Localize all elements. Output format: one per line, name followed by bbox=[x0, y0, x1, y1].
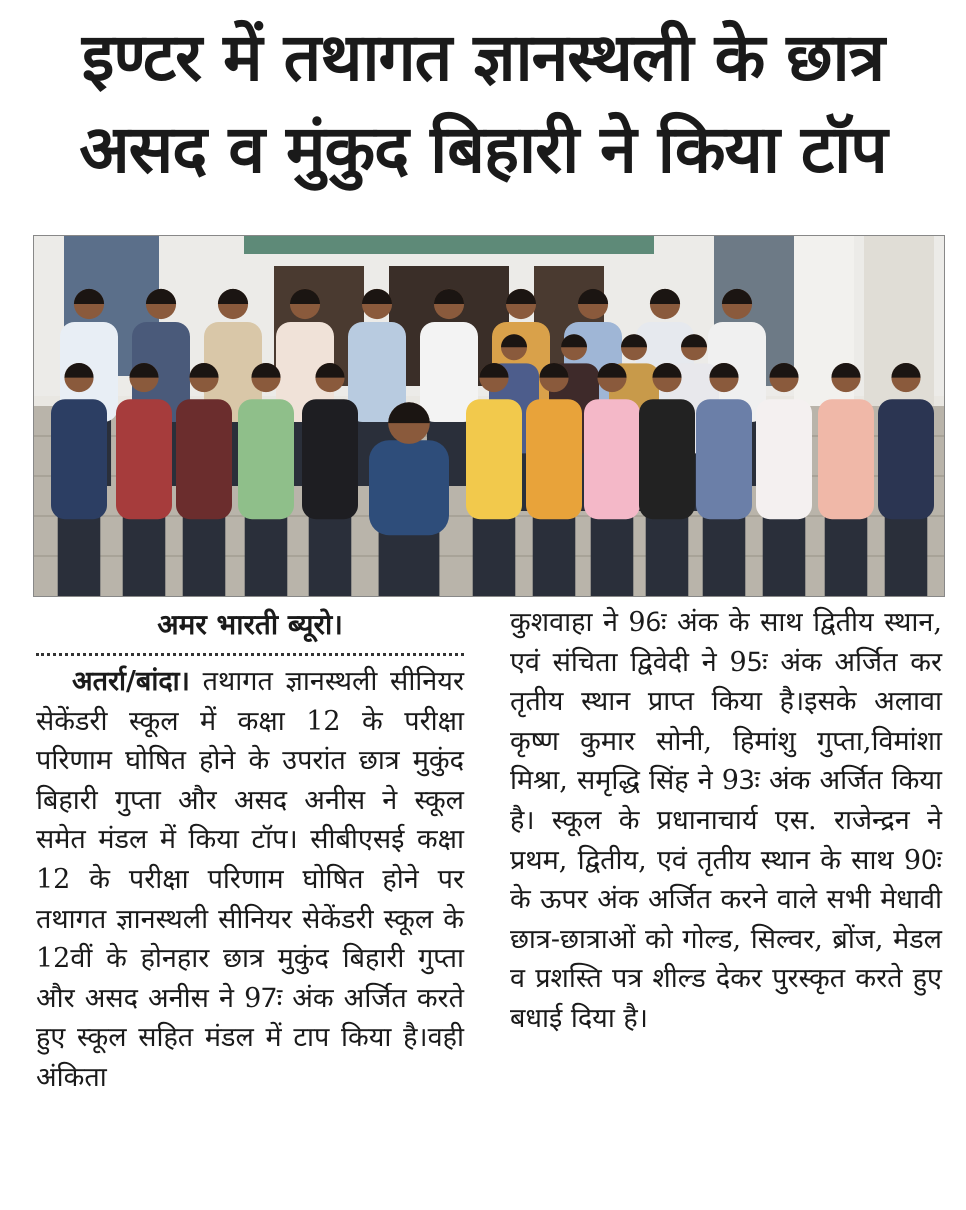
article-byline: अमर भारती ब्यूरो। bbox=[36, 603, 464, 656]
group-photo-illustration bbox=[34, 236, 944, 596]
headline-line-2: असद व मुंकुद बिहारी ने किया टॉप bbox=[79, 111, 887, 188]
article-text-left: तथागत ज्ञानस्थली सीनियर सेकेंडरी स्कूल में कक्षा 12 के परीक्षा परिणाम घोषित होने के उपरांत छात्र मुकुंद बिहारी गुप्ता और असद अनीस ने स्कूल समेत मंडल में किया टॉप। सीबीएसई कक्षा 12 के परीक्षा परिणाम घोषित होने पर तथागत ज्ञानस्थली सीनियर सेकेंडरी स्कूल के 12वीं के होनहार छात्र मुकुंद बिहारी गुप्ता और असद अनीस ने 97ः अंक अर्जित करते हुए स्कूल सहित मंडल में टाप किया है।वही अंकिता bbox=[36, 666, 464, 1093]
group-photo bbox=[33, 235, 945, 597]
article-column-left bbox=[36, 603, 464, 1098]
article-dateline: अतर्रा/बांदा। bbox=[72, 666, 190, 697]
article-paragraph-2: कुशवाहा ने 96ः अंक के साथ द्वितीय स्थान, एवं संचिता द्विवेदी ने 95ः अंक अर्जित कर तृतीय स्थान प्राप्त किया है।इसके अलावा कृष्ण कुमार सोनी, हिमांशु गुप्ता,विमांशा मिश्रा, समृद्धि सिंह ने 93ः अंक अर्जित किया है। स्कूल के प्रधानाचार्य एस. राजेन्द्रन ने प्रथम, द्वितीय, एवं तृतीय स्थान के साथ 90ः के ऊपर अंक अर्जित करने वाले सभी मेधावी छात्र-छात्राओं को गोल्ड, सिल्वर, ब्रोंज, मेडल व प्रशस्ति पत्र शील्ड देकर पुरस्कृत करते हुए बधाई दिया है। bbox=[510, 607, 942, 1034]
article-column-right bbox=[510, 603, 942, 1039]
article-paragraph-1 bbox=[36, 662, 464, 1098]
headline-line-1: इण्टर में तथागत ज्ञानस्थली के छात्र bbox=[81, 19, 885, 96]
headline bbox=[0, 12, 966, 196]
